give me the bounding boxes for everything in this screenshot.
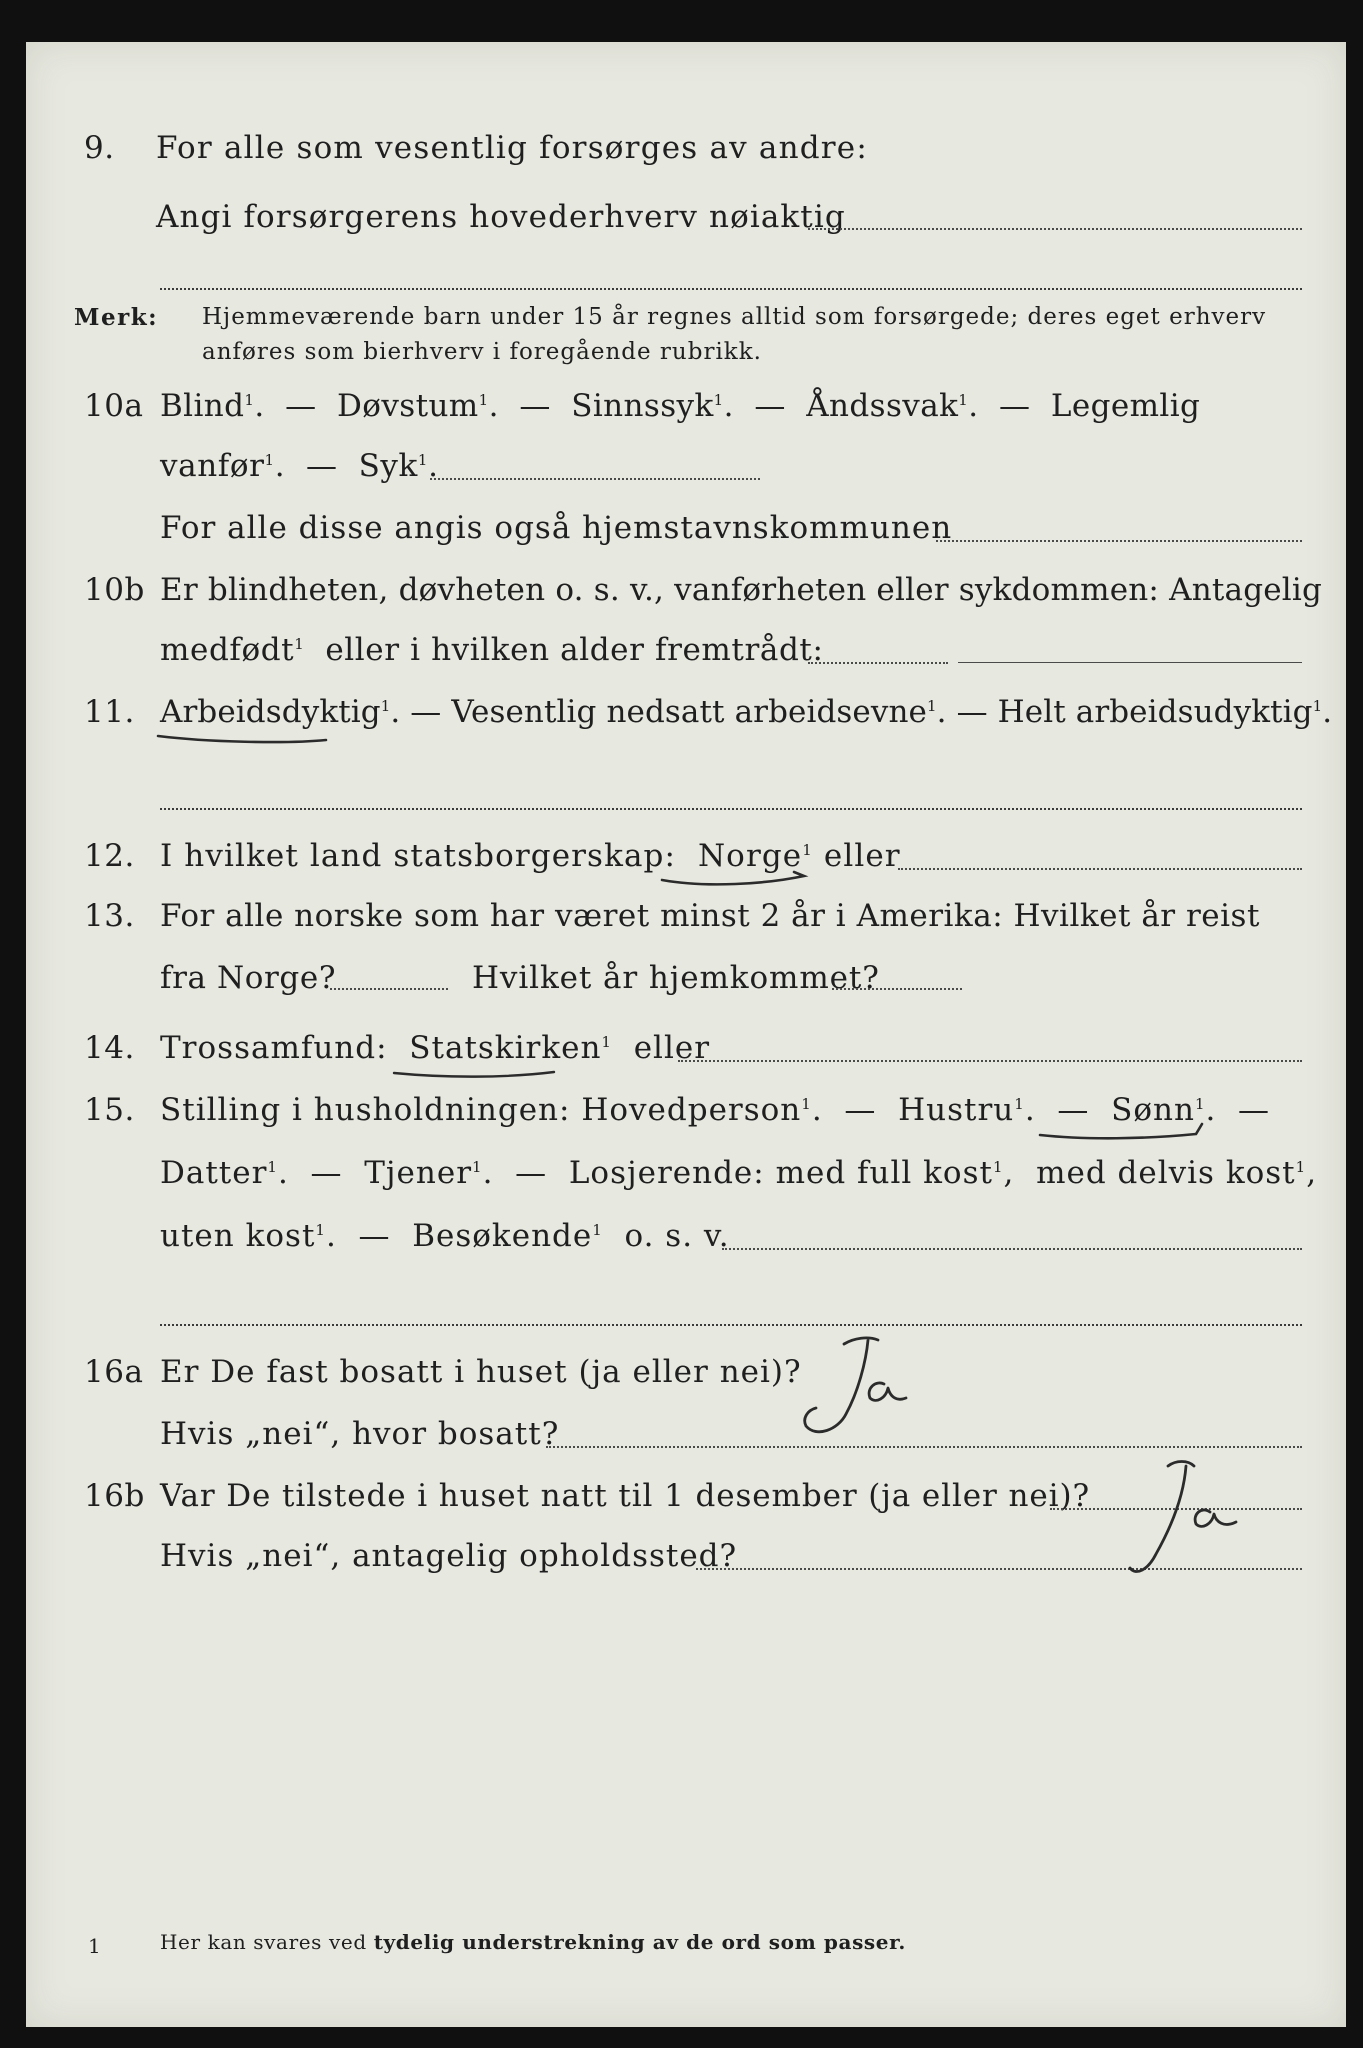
q11-line1: Arbeidsdyktig$^1$. — Vesentlig nedsatt arbeidsevne$^1$. — Helt arbeidsudyktig$^1$.: [160, 694, 1333, 730]
q14-prefix: Trossamfund:: [160, 1030, 388, 1066]
q11-number: 11.: [84, 694, 135, 730]
q10b-medfodt-line[interactable]: [808, 662, 948, 664]
q15-delvis: med delvis kost: [1036, 1155, 1296, 1191]
q15-datter: Datter: [160, 1155, 268, 1191]
q10a-line1: Blind$^1$. — Døvstum$^1$. — Sinnssyk$^1$. — Åndssvak$^1$. — Legemlig: [160, 388, 1201, 424]
q10a-sup: 1: [417, 451, 429, 469]
footnote-text-a: Her kan svares ved: [160, 1930, 367, 1954]
q16a-answer-ja: [805, 1338, 906, 1432]
q10b-line2: [160, 632, 824, 668]
q13-hjemkommet: Hvilket år hjemkommet?: [472, 960, 880, 996]
q12-sup: 1: [802, 841, 813, 859]
q10a-sup: 1: [958, 391, 969, 409]
q10a-dovstum: Døvstum: [337, 388, 479, 424]
q10a-syk-line[interactable]: [430, 478, 760, 480]
q15-sup: 1: [592, 1221, 603, 1239]
q16b-number: 16b: [84, 1478, 145, 1514]
q10a-blind: Blind: [160, 388, 245, 424]
q14-eller: eller: [633, 1030, 711, 1066]
q9-line1: For alle som vesentlig forsørges av andre:: [156, 130, 868, 166]
q12-line1: [160, 838, 901, 874]
q9-line2: Angi forsørgerens hovederhverv nøiaktig: [156, 199, 846, 235]
q10a-sinnssyk: Sinnssyk: [571, 388, 714, 424]
q9-answer-line[interactable]: [808, 228, 1302, 230]
q13-hjemkommet-line[interactable]: [832, 988, 962, 990]
q15-sup: 1: [472, 1158, 483, 1176]
q14-sup: 1: [601, 1033, 612, 1051]
q16b-opholdssted-line[interactable]: [696, 1568, 1302, 1570]
underline-arbeidsdyktig: [158, 736, 326, 742]
merk-line1: Hjemmeværende barn under 15 år regnes alltid som forsørgede; deres eget erhverv: [202, 304, 1267, 330]
q15-sup: 1: [1194, 1095, 1206, 1113]
q15-sup: 1: [992, 1158, 1004, 1176]
q16b-line2: Hvis „nei“, antagelig opholdssted?: [160, 1538, 738, 1574]
q15-osv: o. s. v.: [624, 1218, 730, 1254]
q11-sup: 1: [380, 697, 391, 715]
q12-eller: eller: [823, 838, 901, 874]
q15-line3: uten kost$^1$. — Besøkende$^1$ o. s. v.: [160, 1218, 730, 1254]
q10b-number: 10b: [84, 572, 145, 608]
q15-hovedperson: Hovedperson: [581, 1092, 802, 1128]
q15-sup: 1: [801, 1095, 812, 1113]
q10a-sup: 1: [713, 391, 724, 409]
q10b-line1: Er blindheten, døvheten o. s. v., vanførheten eller sykdommen: Antagelig: [160, 572, 1323, 608]
q11-sup: 1: [1312, 697, 1323, 715]
q15-sup: 1: [1295, 1158, 1307, 1176]
q10b-alder: eller i hvilken alder fremtrådt:: [325, 632, 824, 668]
q16b-answer-line[interactable]: [1050, 1508, 1302, 1510]
q10a-sup: 1: [478, 391, 489, 409]
q15-sup: 1: [1014, 1095, 1025, 1113]
q15-line2: Datter$^1$. — Tjener$^1$. — Losjerende: med full kost$^1$, med delvis kost$^1$,: [160, 1155, 1318, 1191]
q10b-sup: 1: [294, 635, 305, 653]
q16b-answer-ja: [1130, 1462, 1236, 1572]
q10b-medfodt: medfødt: [160, 632, 295, 668]
q15-extra-line[interactable]: [160, 1324, 1302, 1326]
census-form-page: [26, 42, 1346, 2027]
q13-number: 13.: [84, 898, 135, 934]
q13-fra-norge: fra Norge?: [160, 960, 337, 996]
q15-losjerende: Losjerende: med full kost: [568, 1155, 993, 1191]
q10a-sup: 1: [264, 451, 275, 469]
q10a-hjemstavn-line[interactable]: [936, 540, 1302, 542]
underline-statskirken: [394, 1072, 554, 1077]
q12-norge: Norge: [697, 838, 803, 874]
q10a-legemlig: Legemlig: [1050, 388, 1201, 424]
q14-statskirken: Statskirken: [409, 1030, 602, 1066]
q15-sup: 1: [315, 1221, 326, 1239]
q12-number: 12.: [84, 838, 135, 874]
q15-besokende: Besøkende: [412, 1218, 593, 1254]
q12-prefix: I hvilket land statsborgerskap:: [160, 838, 677, 874]
q11-vesentlig: Vesentlig nedsatt arbeidsevne: [451, 694, 927, 730]
q11-helt: Helt arbeidsudyktig: [997, 694, 1313, 730]
q11-arbeidsdyktig: Arbeidsdyktig: [160, 694, 381, 730]
q10a-andssvak: Åndssvak: [806, 388, 959, 424]
q9-number: 9.: [84, 130, 115, 166]
q15-number: 15.: [84, 1092, 135, 1128]
q13-line2: [160, 960, 336, 996]
footnote-text: [160, 1930, 906, 1954]
q10b-alder-line[interactable]: [958, 662, 1302, 663]
q16a-answer-line[interactable]: [546, 1446, 1302, 1448]
footnote-marker: 1: [88, 1934, 102, 1958]
q15-hustru: Hustru: [898, 1092, 1015, 1128]
q16a-number: 16a: [84, 1354, 144, 1390]
q10a-number: 10a: [84, 388, 144, 424]
q9-extra-line[interactable]: [160, 288, 1302, 290]
q14-answer-line[interactable]: [678, 1060, 1302, 1062]
q15-uten: uten kost: [160, 1218, 316, 1254]
q12-answer-line[interactable]: [898, 868, 1302, 870]
q10a-line3: For alle disse angis også hjemstavnskommunen: [160, 510, 953, 546]
q13-line1: For alle norske som har været minst 2 år i Amerika: Hvilket år reist: [160, 898, 1260, 934]
q15-tjener: Tjener: [364, 1155, 473, 1191]
q13-reist-line[interactable]: [330, 988, 448, 990]
q15-prefix: Stilling i husholdningen:: [160, 1092, 571, 1128]
q11-sup: 1: [927, 697, 937, 715]
q15-answer-line[interactable]: [722, 1248, 1302, 1250]
merk-label: Merk:: [74, 304, 159, 331]
q10a-line2: vanfør$^1$. — Syk$^1$.: [160, 448, 439, 484]
q14-line1: [160, 1030, 710, 1066]
q10a-sup: 1: [244, 391, 255, 409]
q15-line1: Stilling i husholdningen: Hovedperson$^1$. — Hustru$^1$. — Sønn$^1$. —: [160, 1092, 1271, 1128]
merk-line2: anføres som bierhverv i foregående rubrikk.: [202, 339, 762, 365]
q10a-syk: Syk: [358, 448, 418, 484]
q16b-line1: Var De tilstede i huset natt til 1 desember (ja eller nei)?: [160, 1478, 1090, 1514]
q14-number: 14.: [84, 1030, 135, 1066]
q16a-line1: Er De fast bosatt i huset (ja eller nei)?: [160, 1354, 802, 1390]
q11-extra-line[interactable]: [160, 808, 1302, 810]
q15-sup: 1: [267, 1158, 278, 1176]
q10a-vanfor: vanfør: [160, 448, 265, 484]
q16a-line2: Hvis „nei“, hvor bosatt?: [160, 1416, 560, 1452]
q15-sonn: Sønn: [1111, 1092, 1195, 1128]
footnote-text-b: tydelig understrekning av de ord som passer.: [373, 1930, 906, 1954]
